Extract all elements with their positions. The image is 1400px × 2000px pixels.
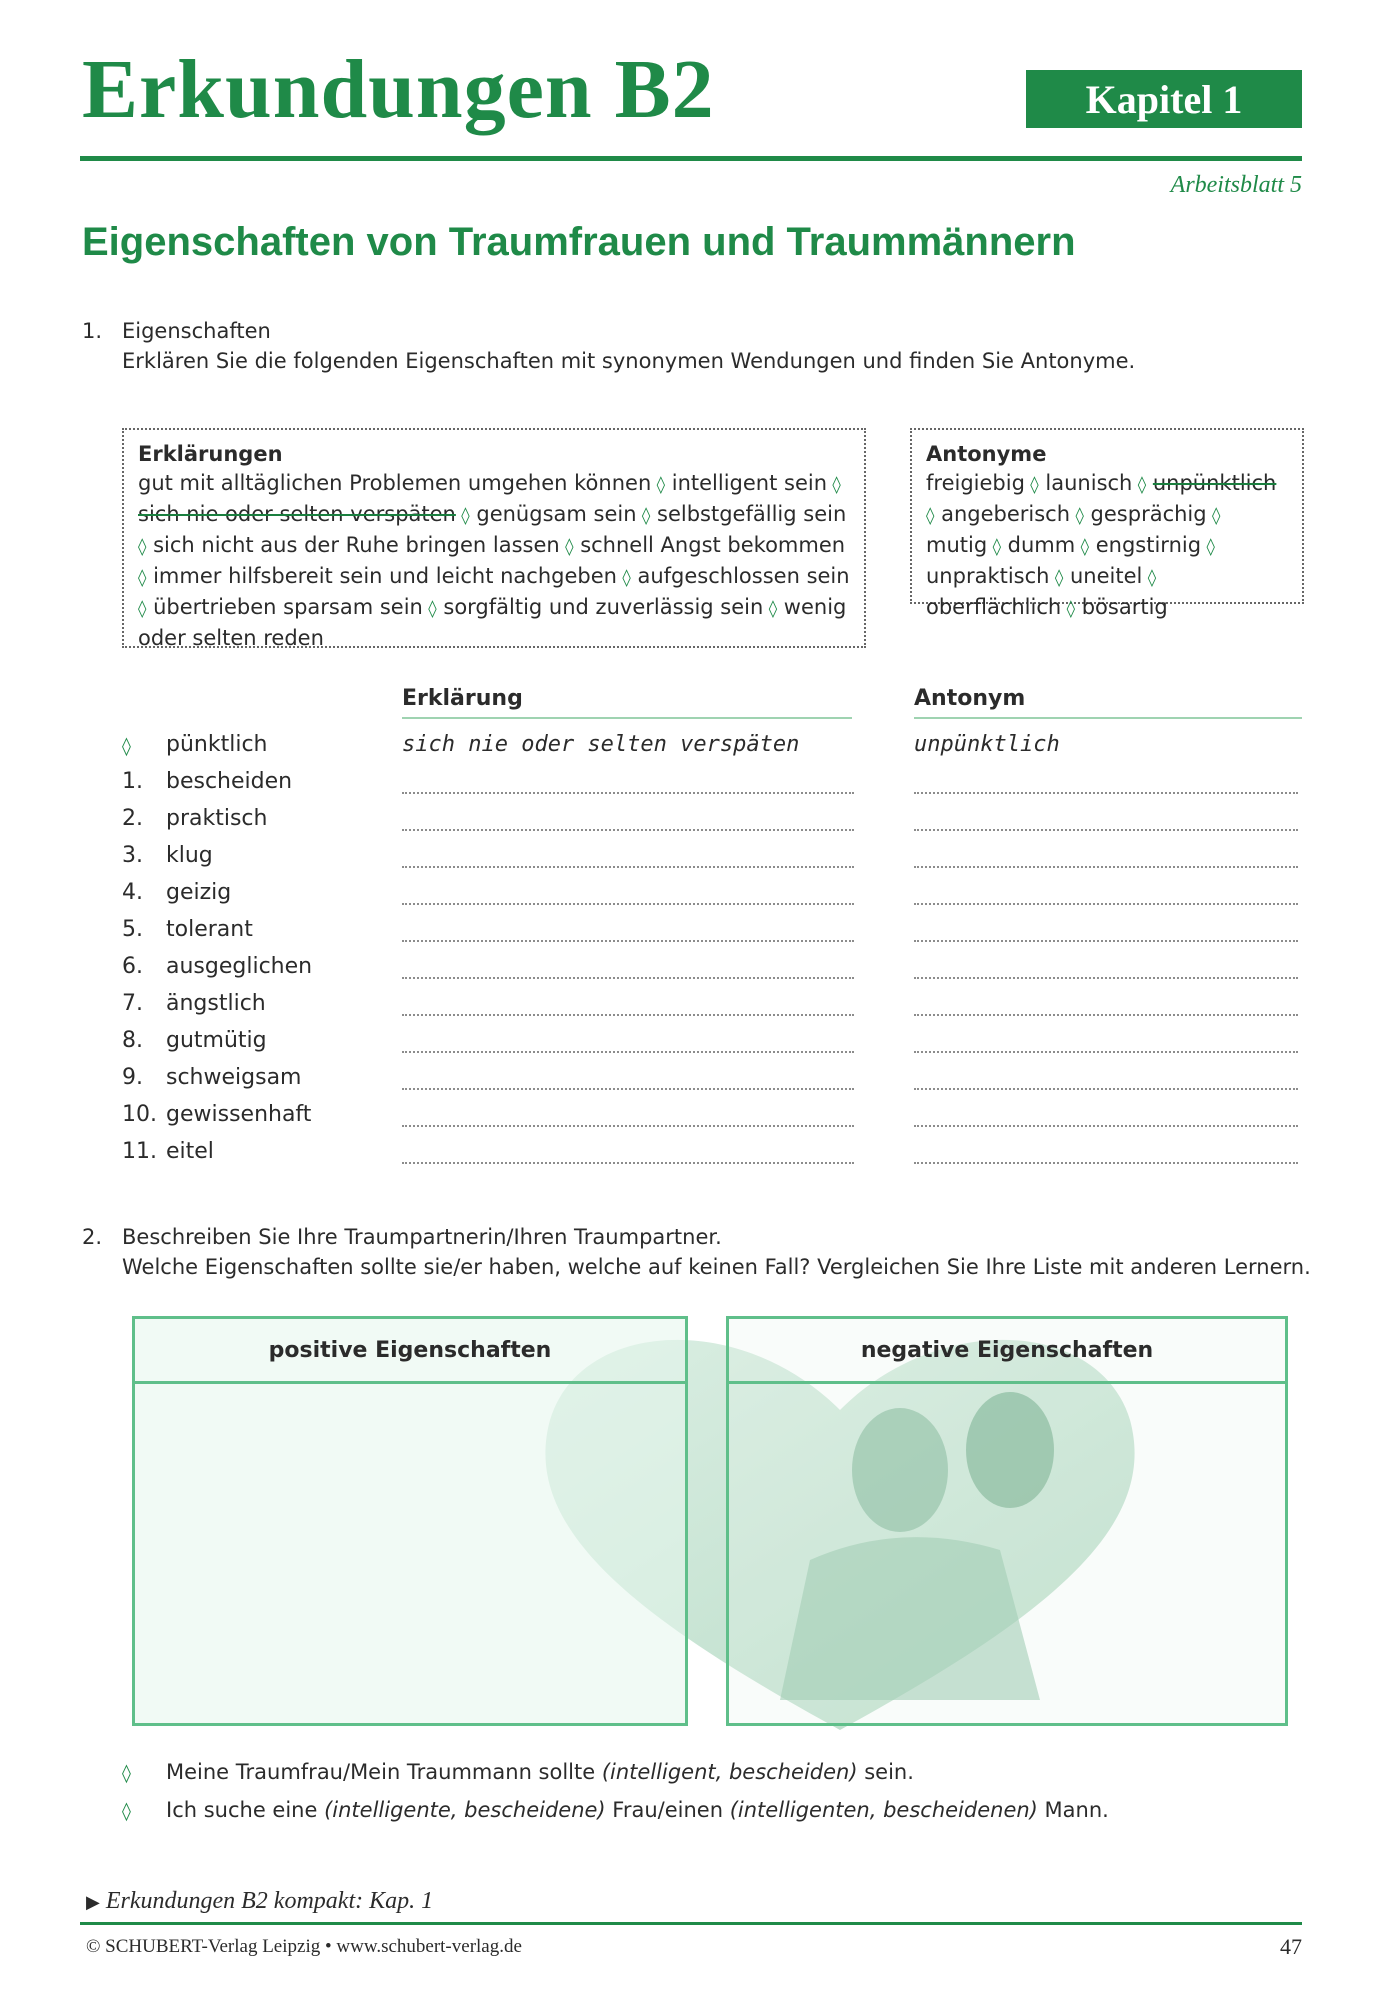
explanation-answer-line[interactable] [402,877,854,905]
example-row [122,720,1302,757]
row-number: 4. [122,880,143,905]
antonyms-list [926,469,1288,624]
explanation-item: schnell Angst bekommen ◊ [138,533,845,588]
header-rule [80,156,1302,161]
row-number: 5. [122,917,143,942]
row-word: gutmütig [166,1028,267,1053]
task1-heading [82,316,1302,376]
page-title: Eigenschaften von Traumfrauen und Traummännern [82,220,1076,264]
row-word: praktisch [166,806,268,831]
positive-panel [132,1316,688,1726]
explanation-item: immer hilfsbereit sein und leicht nachgeben ◊ [153,564,631,588]
explanation-item: übertrieben sparsam sein ◊ [153,595,437,619]
explanation-answer-line[interactable] [402,803,854,831]
positive-writing-area[interactable] [135,1384,685,1722]
explanation-answer-line[interactable] [402,1136,854,1164]
example-marker: ◊ [122,736,131,757]
explanation-item: sorgfältig und zuverlässig sein ◊ [443,595,777,619]
explanation-answer-line[interactable] [402,988,854,1016]
table-row [122,1053,1302,1090]
explanation-item: gut mit alltäglichen Problemen umgehen können ◊ [138,471,665,495]
task1-instruction: Erklären Sie die folgenden Eigenschaften mit synonymen Wendungen und finden Sie Antonyme. [122,349,1136,373]
antonym-item: launisch ◊ [1045,471,1146,495]
antonym-item: oberflächlich ◊ [926,595,1075,619]
exercise-table [122,720,1302,1164]
explanation-item: wenig oder selten reden [138,595,847,650]
task2-number: 2. [82,1225,103,1249]
antonym-item: dumm ◊ [1008,533,1089,557]
row-word: eitel [166,1139,214,1164]
explanation-item: sich nie oder selten verspäten ◊ [138,502,470,526]
row-word: bescheiden [166,769,293,794]
explanation-item: selbstgefällig sein ◊ [138,502,846,557]
explanation-answer-line[interactable] [402,766,854,794]
row-number: 2. [122,806,143,831]
example-explanation: sich nie oder selten verspäten [402,732,800,757]
table-row [122,1016,1302,1053]
explanation-answer-line[interactable] [402,914,854,942]
table-row [122,979,1302,1016]
row-word: klug [166,843,213,868]
antonym-item: mutig ◊ [926,533,1001,557]
task2-line2: Welche Eigenschaften sollte sie/er haben, welche auf keinen Fall? Vergleichen Sie Ihre Liste mit anderen Lernern. [122,1255,1311,1279]
explanation-answer-line[interactable] [402,951,854,979]
antonym-item: freigiebig ◊ [926,471,1039,495]
antonym-answer-line[interactable] [914,1025,1298,1053]
explanation-answer-line[interactable] [402,840,854,868]
explanations-heading: Erklärungen [138,442,283,466]
explanation-item: aufgeschlossen sein ◊ [138,564,850,619]
explanation-answer-line[interactable] [402,1062,854,1090]
task1-number: 1. [82,319,103,343]
explanations-list [138,469,850,655]
explanation-item: genügsam sein ◊ [476,502,650,526]
footer-rule [80,1922,1302,1925]
task2-line1: Beschreiben Sie Ihre Traumpartnerin/Ihren Traumpartner. [122,1225,722,1249]
antonym-answer-line[interactable] [914,877,1298,905]
task1-title: Eigenschaften [122,319,271,343]
page-number: 47 [1280,1934,1302,1959]
antonym-item: unpünktlich ◊ [926,471,1276,526]
copyright: © SCHUBERT-Verlag Leipzig • www.schubert-verlag.de [86,1936,522,1957]
footer-reference: ▶ Erkundungen B2 kompakt: Kap. 1 [86,1888,434,1914]
table-row [122,831,1302,868]
example-sentences [122,1754,1109,1830]
example-antonym: unpünktlich [914,732,1060,757]
row-word: geizig [166,880,232,905]
row-number: 8. [122,1028,143,1053]
bullet-diamond-icon: ◊ [122,1801,131,1822]
antonym-answer-line[interactable] [914,1099,1298,1127]
table-row [122,1090,1302,1127]
antonym-item: unpraktisch ◊ [926,564,1063,588]
positive-panel-heading: positive Eigenschaften [135,1319,685,1384]
table-row [122,794,1302,831]
antonym-item: engstirnig ◊ [1096,533,1215,557]
row-number: 9. [122,1065,143,1090]
antonym-answer-line[interactable] [914,766,1298,794]
table-row [122,757,1302,794]
row-word: ausgeglichen [166,954,313,979]
antonym-answer-line[interactable] [914,1136,1298,1164]
row-word: gewissenhaft [166,1102,312,1127]
row-number: 7. [122,991,143,1016]
row-number: 1. [122,769,143,794]
antonym-answer-line[interactable] [914,988,1298,1016]
table-row [122,942,1302,979]
row-word: tolerant [166,917,253,942]
worksheet-label: Arbeitsblatt 5 [1170,172,1302,198]
column-header-antonym: Antonym [914,686,1302,719]
explanations-box [122,428,866,648]
antonym-item: gesprächig ◊ [1091,502,1221,526]
negative-panel-heading: negative Eigenschaften [729,1319,1285,1384]
triangle-right-icon: ▶ [86,1892,100,1912]
row-number: 10. [122,1102,157,1127]
row-word: schweigsam [166,1065,302,1090]
brand-title: Erkundungen B2 [82,43,715,136]
chapter-badge: Kapitel 1 [1026,70,1302,128]
row-number: 3. [122,843,143,868]
antonyms-box [910,428,1304,619]
antonym-item: bösartig [1081,595,1168,619]
antonyms-heading: Antonyme [926,442,1047,466]
antonym-answer-line[interactable] [914,840,1298,868]
antonym-item: uneitel ◊ [1070,564,1156,588]
row-word: ängstlich [166,991,266,1016]
example-sentence-1: ◊ Meine Traumfrau/Mein Traummann sollte (intelligent, bescheiden) sein. [122,1754,1109,1792]
negative-writing-area[interactable] [729,1384,1285,1722]
table-row [122,868,1302,905]
bullet-diamond-icon: ◊ [122,1763,131,1784]
explanation-item: intelligent sein ◊ [672,471,841,495]
explanation-answer-line[interactable] [402,1025,854,1053]
antonym-answer-line[interactable] [914,803,1298,831]
antonym-answer-line[interactable] [914,1062,1298,1090]
row-number: 6. [122,954,143,979]
explanation-item: sich nicht aus der Ruhe bringen lassen ◊ [153,533,573,557]
explanation-answer-line[interactable] [402,1099,854,1127]
negative-panel [726,1316,1288,1726]
antonym-answer-line[interactable] [914,951,1298,979]
row-number: 11. [122,1139,157,1164]
table-row [122,1127,1302,1164]
task2-heading [82,1222,1322,1282]
column-header-explanation: Erklärung [402,686,852,719]
antonym-item: angeberisch ◊ [941,502,1084,526]
example-word: pünktlich [166,732,268,757]
example-sentence-2: ◊ Ich suche eine (intelligente, bescheidene) Frau/einen (intelligenten, bescheidenen) Mann. [122,1792,1109,1830]
antonym-answer-line[interactable] [914,914,1298,942]
table-row [122,905,1302,942]
